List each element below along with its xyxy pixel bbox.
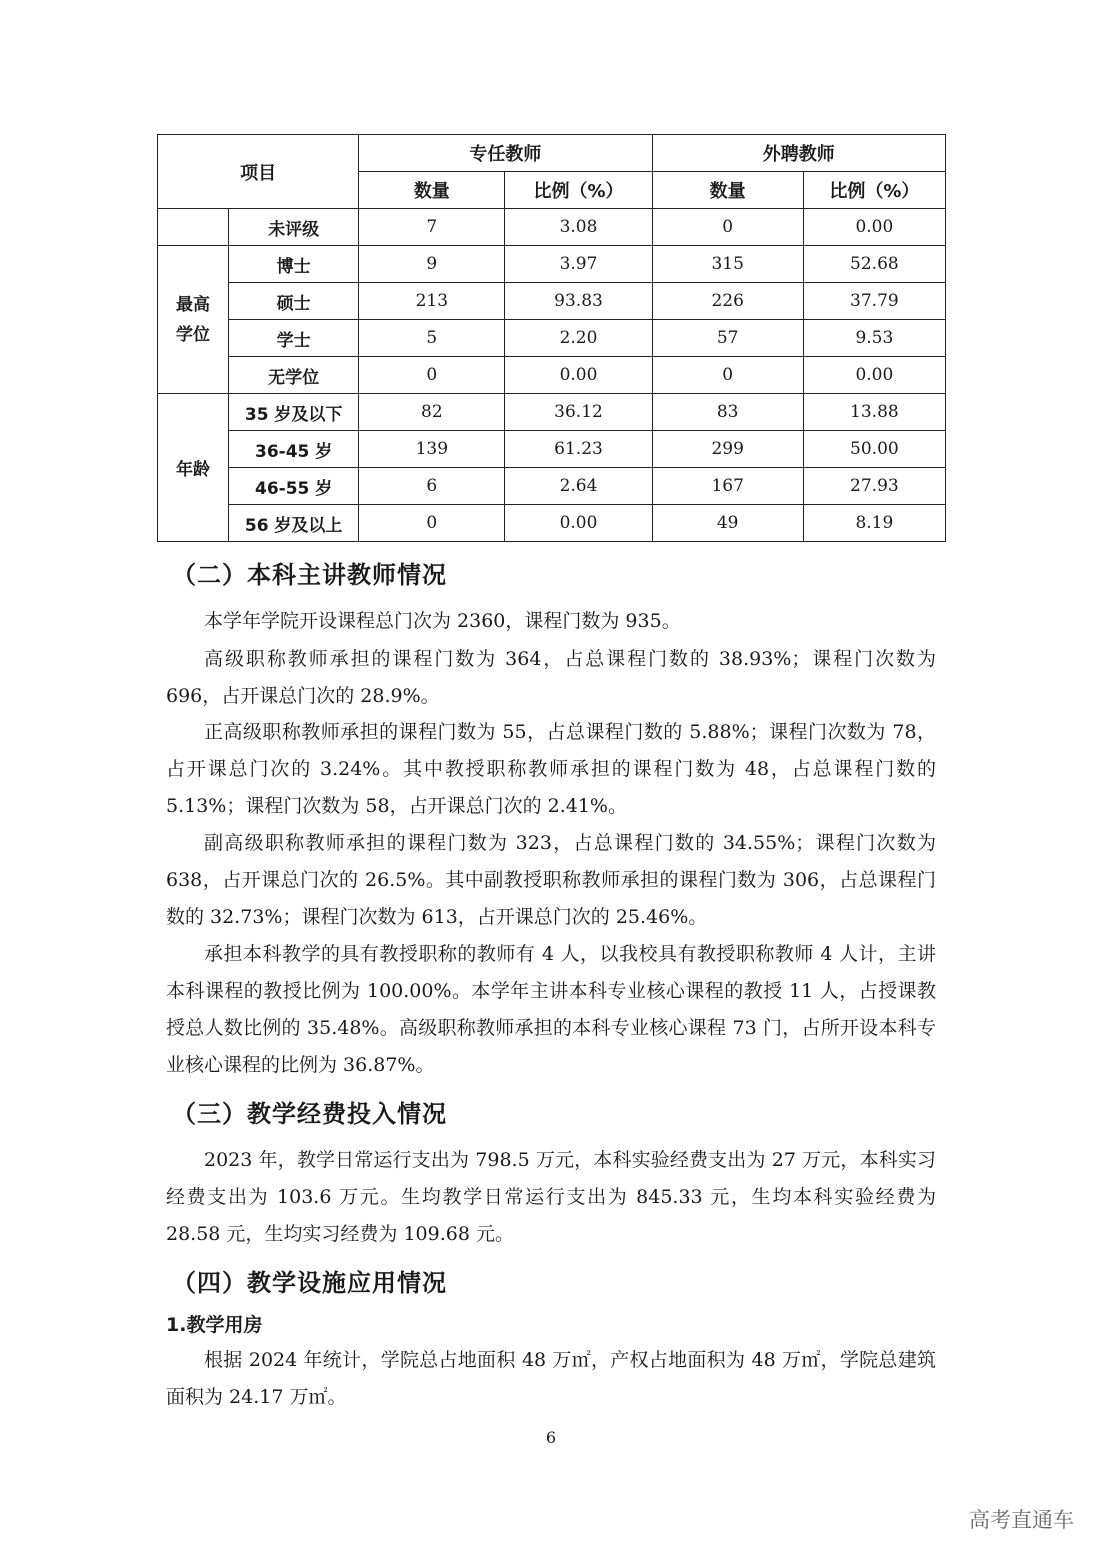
- cell: 37.79: [803, 283, 945, 320]
- paragraph: 副高级职称教师承担的课程门数为 323，占总课程门数的 34.55%；课程门次数为 638，占开课总门次的 26.5%。其中副教授职称教师承担的课程门数为 306，占总课程门数的 32.73%；课程门次数为 613，占开课总门次的 25.46%。: [166, 832, 936, 928]
- row-label: 46-55 岁: [229, 468, 359, 505]
- cell: 3.08: [505, 209, 652, 246]
- cell: 0.00: [803, 357, 945, 394]
- table-row: [158, 505, 946, 542]
- row-label: 无学位: [229, 357, 359, 394]
- cell: 6: [359, 468, 505, 505]
- table-row: [158, 246, 946, 283]
- cell: 139: [359, 431, 505, 468]
- subsection-heading: 1.教学用房: [166, 1314, 263, 1336]
- page-number: 6: [545, 1428, 557, 1447]
- section-heading-facilities: （四）教学设施应用情况: [172, 1269, 447, 1297]
- ratio-header: 比例（%）: [803, 172, 945, 209]
- row-label: 未评级: [229, 209, 359, 246]
- degree-group-label: 最高学位: [158, 246, 229, 394]
- cell: 0.00: [505, 505, 652, 542]
- cell: 0.00: [803, 209, 945, 246]
- cell: 2.64: [505, 468, 652, 505]
- cell: 9: [359, 246, 505, 283]
- teacher-stats-table: [157, 134, 946, 542]
- cell: 83: [652, 394, 803, 431]
- watermark: 高考直通车: [969, 1508, 1074, 1532]
- cell: 7: [359, 209, 505, 246]
- table-row: [158, 209, 946, 246]
- row-label: 35 岁及以下: [229, 394, 359, 431]
- paragraph: 承担本科教学的具有教授职称的教师有 4 人，以我校具有教授职称教师 4 人计，主讲本科课程的教授比例为 100.00%。本学年主讲本科专业核心课程的教授 11 人，占授课教授总人数比例的 35.48%。高级职称教师承担的本科专业核心课程 73 门，占所开设本科专业核心课程的比例为 36.87%。: [166, 943, 936, 1076]
- section-heading-funding: （三）教学经费投入情况: [172, 1100, 447, 1128]
- cell: 0: [652, 209, 803, 246]
- row-label: 36-45 岁: [229, 431, 359, 468]
- paragraph: 2023 年，教学日常运行支出为 798.5 万元，本科实验经费支出为 27 万元，本科实习经费支出为 103.6 万元。生均教学日常运行支出为 845.33 元，生均本科实验经费为 28.58 元，生均实习经费为 109.68 元。: [166, 1149, 936, 1245]
- cell: 93.83: [505, 283, 652, 320]
- cell: 27.93: [803, 468, 945, 505]
- fulltime-header: 专任教师: [359, 135, 652, 172]
- cell: 9.53: [803, 320, 945, 357]
- paragraph: 本学年学院开设课程总门次为 2360，课程门数为 935。: [204, 610, 681, 632]
- cell: 52.68: [803, 246, 945, 283]
- paragraph: 根据 2024 年统计，学院总占地面积 48 万㎡，产权占地面积为 48 万㎡，学院总建筑面积为 24.17 万㎡。: [166, 1349, 936, 1408]
- cell: 82: [359, 394, 505, 431]
- cell: 13.88: [803, 394, 945, 431]
- cell: 36.12: [505, 394, 652, 431]
- cell: 0.00: [505, 357, 652, 394]
- cell: 49: [652, 505, 803, 542]
- section-heading-lecturers: （二）本科主讲教师情况: [172, 561, 447, 589]
- cell: 167: [652, 468, 803, 505]
- row-label: 56 岁及以上: [229, 505, 359, 542]
- cell: 57: [652, 320, 803, 357]
- table-row: [158, 320, 946, 357]
- row-label: 学士: [229, 320, 359, 357]
- cell: 3.97: [505, 246, 652, 283]
- ratio-header: 比例（%）: [505, 172, 652, 209]
- external-header: 外聘教师: [652, 135, 945, 172]
- empty-cell: [158, 209, 229, 246]
- row-label: 博士: [229, 246, 359, 283]
- table-row: [158, 357, 946, 394]
- paragraph: 高级职称教师承担的课程门数为 364，占总课程门数的 38.93%；课程门次数为 696，占开课总门次的 28.9%。: [166, 648, 936, 707]
- cell: 0: [652, 357, 803, 394]
- cell: 61.23: [505, 431, 652, 468]
- cell: 5: [359, 320, 505, 357]
- cell: 0: [359, 357, 505, 394]
- table-row: [158, 431, 946, 468]
- count-header: 数量: [359, 172, 505, 209]
- table-row: [158, 283, 946, 320]
- cell: 8.19: [803, 505, 945, 542]
- paragraph: 正高级职称教师承担的课程门数为 55，占总课程门数的 5.88%；课程门次数为 78，占开课总门次的 3.24%。其中教授职称教师承担的课程门数为 48，占总课程门数的 5.13%；课程门次数为 58，占开课总门次的 2.41%。: [166, 721, 936, 817]
- cell: 2.20: [505, 320, 652, 357]
- cell: 299: [652, 431, 803, 468]
- table-row: [158, 394, 946, 431]
- cell: 226: [652, 283, 803, 320]
- count-header: 数量: [652, 172, 803, 209]
- item-header: 项目: [158, 135, 359, 209]
- cell: 50.00: [803, 431, 945, 468]
- age-group-label: 年龄: [158, 394, 229, 542]
- cell: 0: [359, 505, 505, 542]
- cell: 315: [652, 246, 803, 283]
- cell: 213: [359, 283, 505, 320]
- row-label: 硕士: [229, 283, 359, 320]
- table-row: [158, 468, 946, 505]
- table-header-row: [158, 135, 946, 172]
